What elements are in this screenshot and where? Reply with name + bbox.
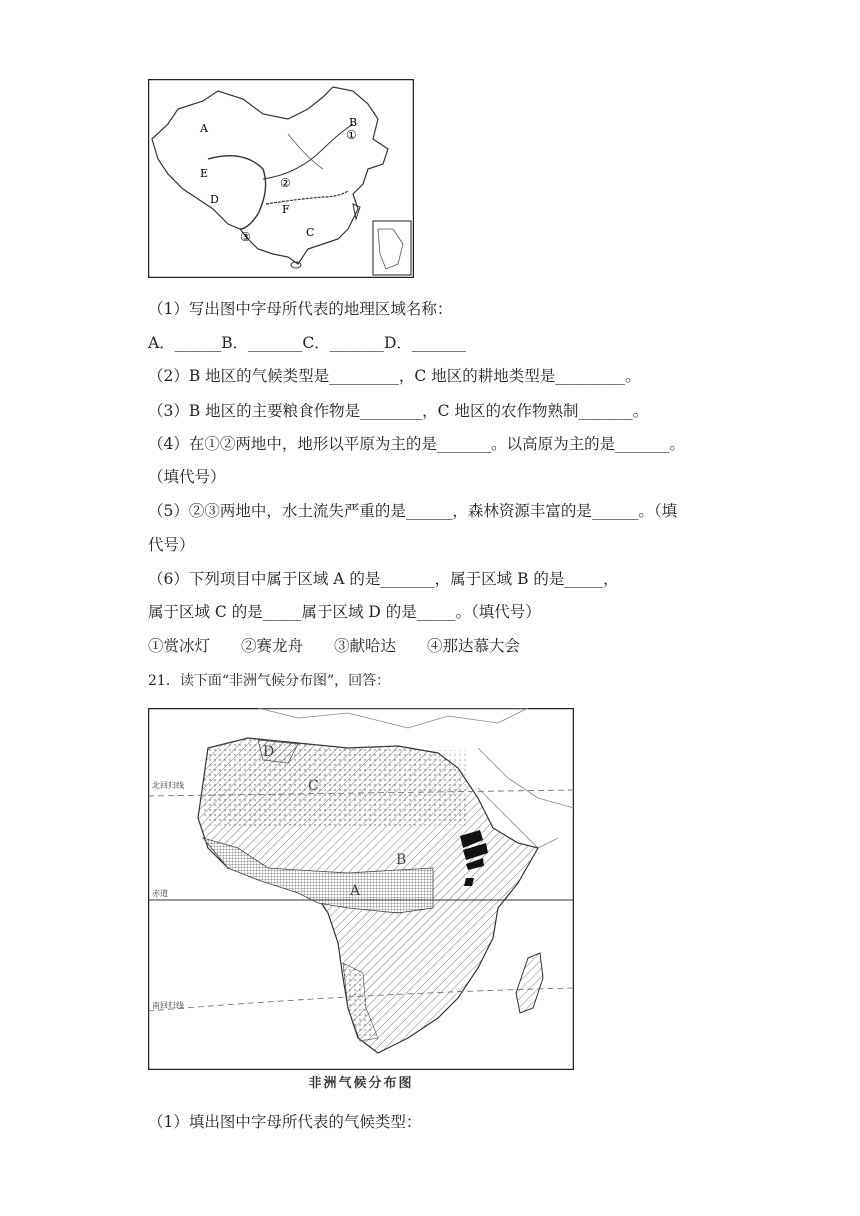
question-4-note: （填代号） (148, 468, 226, 486)
label-n1: ① (346, 128, 357, 142)
africa-map-caption: 非洲气候分布图 (308, 1076, 414, 1091)
question-5-note: 代号） (148, 536, 195, 554)
label-n2: ② (280, 176, 291, 190)
label-F: F (282, 203, 290, 216)
china-region-map (148, 79, 414, 278)
question-6: （6）下列项目中属于区域 A 的是_______，属于区域 B 的是_____， (148, 570, 619, 588)
label-equator: 赤道 (152, 889, 168, 898)
label-tropic-north: 北回归线 (152, 781, 184, 790)
question-2: （2）B 地区的气候类型是_________，C 地区的耕地类型是_________。 (148, 367, 641, 385)
label-tropic-south: 南回归线 (152, 1001, 184, 1010)
label-E: E (200, 167, 209, 180)
label-D: D (263, 744, 275, 760)
label-D: D (210, 193, 219, 206)
label-A: A (350, 883, 361, 899)
label-A: A (200, 122, 208, 135)
africa-climate-map (148, 708, 574, 1070)
question-6-cont: 属于区域 C 的是_____属于区域 D 的是_____。（填代号） (148, 603, 541, 621)
label-C: C (308, 778, 319, 794)
label-C: C (306, 226, 315, 239)
question-1: （1）写出图中字母所代表的地理区域名称： (148, 300, 453, 318)
question-1-blanks: A．______B．_______C．_______D．_______ (148, 334, 467, 352)
label-n3: ③ (240, 230, 251, 244)
label-B: B (349, 116, 358, 129)
question-6-options: ①赏冰灯 ②赛龙舟 ③献哈达 ④那达慕大会 (148, 637, 521, 655)
question-21-title: 21．读下面“非洲气候分布图”，回答： (148, 673, 391, 689)
question-21-1: （1）填出图中字母所代表的气候类型： (148, 1113, 422, 1131)
question-5: （5）②③两地中，水土流失严重的是______，森林资源丰富的是______。（填 (148, 502, 678, 520)
label-B: B (396, 852, 407, 868)
question-4: （4）在①②两地中，地形以平原为主的是_______。以高原为主的是_______。 (148, 435, 685, 453)
question-3: （3）B 地区的主要粮食作物是________，C 地区的农作物熟制_______。 (148, 402, 649, 420)
